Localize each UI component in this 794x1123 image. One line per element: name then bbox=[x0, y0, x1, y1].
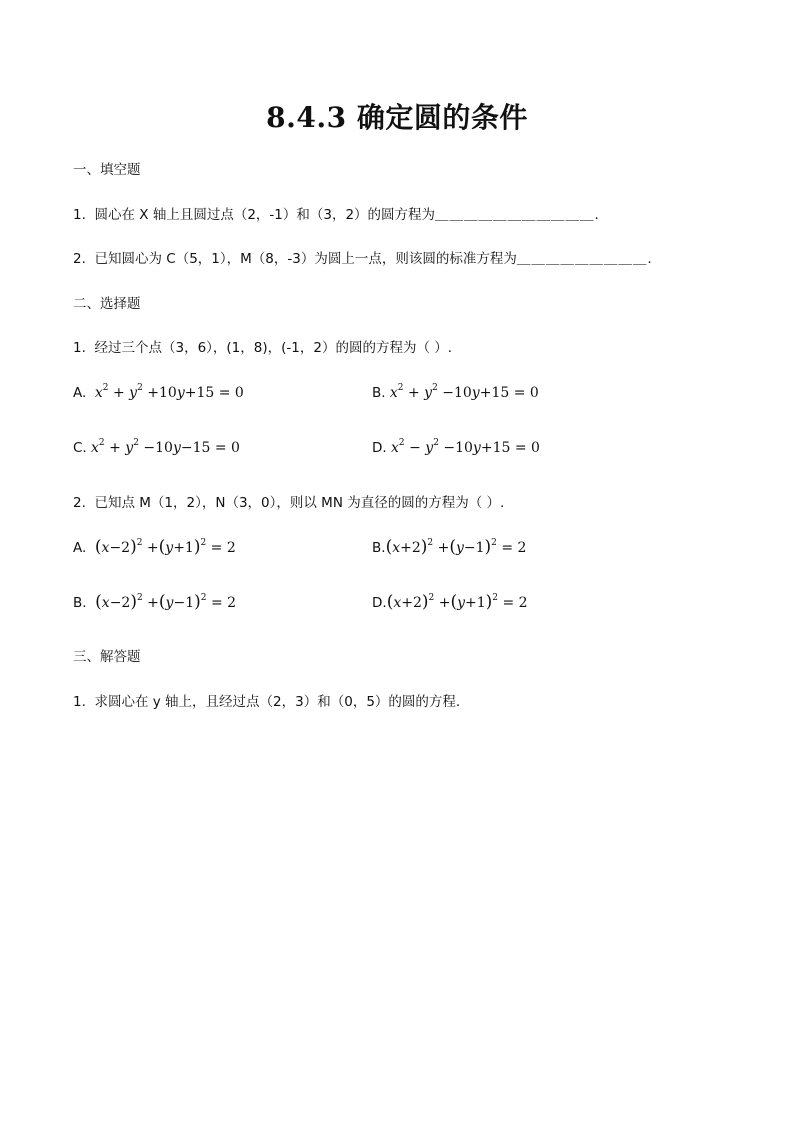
page-title: 8.4.3 确定圆的条件 bbox=[266, 101, 528, 134]
option-2a[interactable] bbox=[73, 537, 236, 557]
option-label: B. bbox=[372, 540, 386, 556]
option-formula: $x^2 + y^2 -10y-15 = 0$ bbox=[91, 438, 240, 456]
option-formula: $x^2 + y^2 +10y+15 = 0$ bbox=[94, 383, 244, 401]
question-number: 1. bbox=[73, 340, 86, 356]
option-label: D. bbox=[372, 595, 387, 611]
question-text: 圆心在 X 轴上且圆过点（2，-1）和（3，2）的圆方程为 bbox=[94, 207, 436, 223]
option-2b[interactable] bbox=[372, 537, 526, 557]
question-end: . bbox=[647, 251, 652, 267]
section-fill-heading: 一、填空题 bbox=[73, 162, 141, 178]
option-label: B. bbox=[73, 595, 87, 611]
choice-question-1 bbox=[73, 336, 452, 356]
option-2c[interactable] bbox=[73, 592, 236, 612]
question-number: 2. bbox=[73, 495, 86, 511]
option-2d[interactable] bbox=[372, 592, 528, 612]
option-label: B. bbox=[372, 385, 386, 401]
question-text: 已知点 M（1，2），N（3，0），则以 MN 为直径的圆的方程为（ ）. bbox=[94, 495, 505, 511]
question-number: 2. bbox=[73, 251, 86, 267]
option-label: D. bbox=[372, 440, 387, 456]
option-formula: $(x-2)^2 +(y+1)^2 = 2$ bbox=[94, 537, 236, 557]
answer-blank: ＿＿＿＿＿＿＿＿＿＿＿ bbox=[435, 207, 595, 223]
option-formula: $(x+2)^2 +(y+1)^2 = 2$ bbox=[386, 592, 528, 612]
option-1a[interactable] bbox=[73, 383, 244, 401]
option-label: A. bbox=[73, 540, 87, 556]
section-answer-heading: 三、解答题 bbox=[73, 649, 141, 665]
option-formula: $(x-2)^2 +(y-1)^2 = 2$ bbox=[95, 592, 237, 612]
option-label: C. bbox=[73, 440, 87, 456]
fill-question-1 bbox=[73, 203, 599, 223]
question-text: 经过三个点（3，6），(1，8)，(-1，2）的圆的方程为（ ）. bbox=[94, 340, 453, 356]
answer-question-1 bbox=[73, 690, 460, 710]
option-1d[interactable] bbox=[372, 438, 540, 456]
section-choice-heading: 二、选择题 bbox=[73, 296, 141, 312]
choice-question-2 bbox=[73, 491, 504, 511]
option-label: A. bbox=[73, 385, 87, 401]
question-number: 1. bbox=[73, 694, 86, 710]
question-text: 已知圆心为 C（5，1），M（8，-3）为圆上一点，则该圆的标准方程为 bbox=[94, 251, 517, 267]
option-formula: $x^2 + y^2 -10y+15 = 0$ bbox=[389, 383, 539, 401]
answer-blank: ＿＿＿＿＿＿＿＿＿ bbox=[516, 251, 648, 267]
question-number: 1. bbox=[73, 207, 86, 223]
option-formula: $(x+2)^2 +(y-1)^2 = 2$ bbox=[385, 537, 527, 557]
option-1b[interactable] bbox=[372, 383, 539, 401]
fill-question-2 bbox=[73, 247, 652, 267]
question-text: 求圆心在 y 轴上，且经过点（2，3）和（0，5）的圆的方程. bbox=[94, 694, 461, 710]
option-formula: $x^2 - y^2 -10y+15 = 0$ bbox=[390, 438, 540, 456]
option-1c[interactable] bbox=[73, 438, 240, 456]
question-end: . bbox=[594, 207, 599, 223]
